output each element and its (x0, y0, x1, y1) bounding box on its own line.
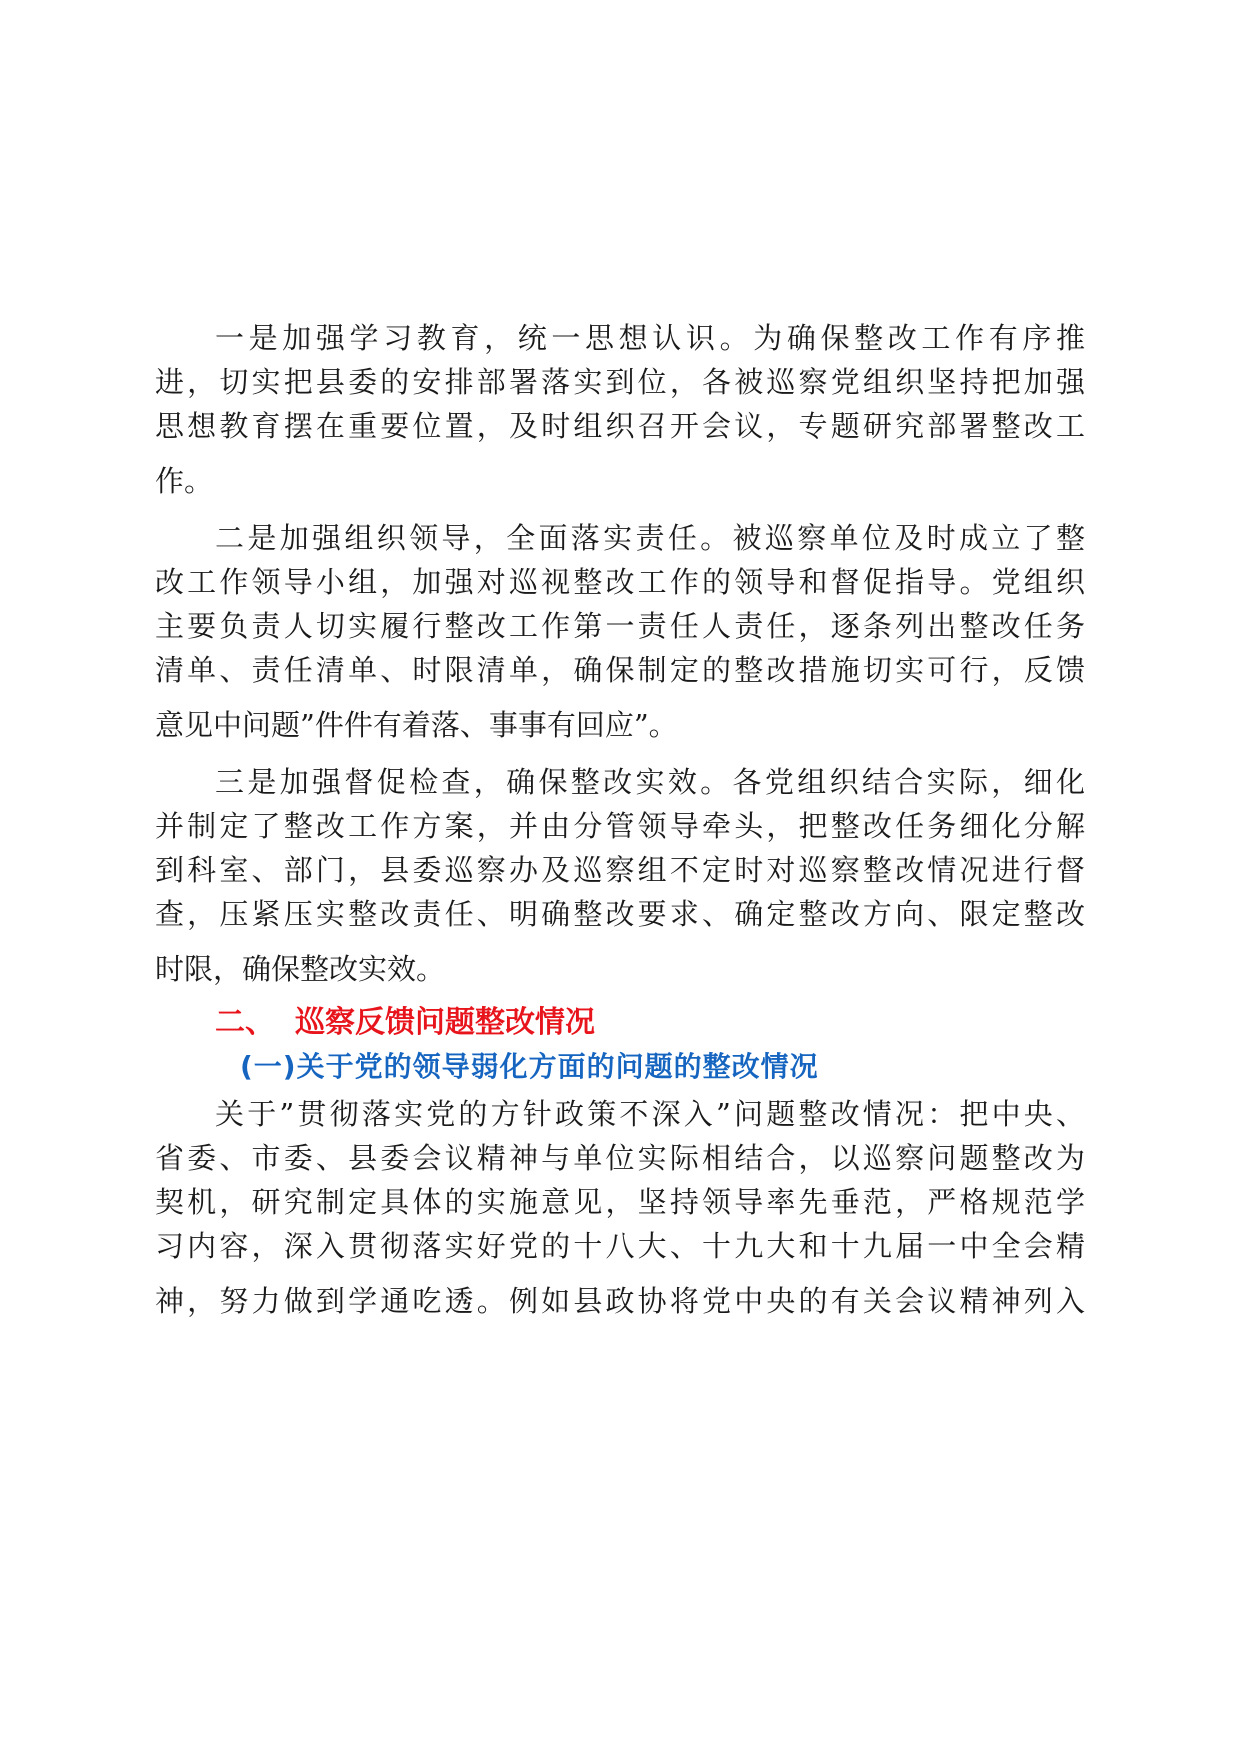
section-heading-number: 二、 (215, 1005, 275, 1040)
closing-paragraph-line-4: 习内容，深入贯彻落实好党的十八大、十九大和十九届一中全会精 (155, 1229, 1085, 1263)
paragraph-3-line-2: 并制定了整改工作方案，并由分管领导牵头，把整改任务细化分解 (155, 809, 1085, 843)
paragraph-2-line-3: 主要负责人切实履行整改工作第一责任人责任，逐条列出整改任务 (155, 609, 1085, 643)
paragraph-1-line-1: 一是加强学习教育，统一思想认识。为确保整改工作有序推 (215, 321, 1085, 355)
closing-paragraph-line-3: 契机，研究制定具体的实施意见，坚持领导率先垂范，严格规范学 (155, 1185, 1085, 1219)
paragraph-3-line-1: 三是加强督促检查，确保整改实效。各党组织结合实际，细化 (215, 765, 1085, 799)
paragraph-1-line-2: 进，切实把县委的安排部署落实到位，各被巡察党组织坚持把加强 (155, 365, 1085, 399)
paragraph-3-line-4: 查，压紧压实整改责任、明确整改要求、确定整改方向、限定整改 (155, 897, 1085, 931)
paragraph-2-line-5: 意见中问题”件件有着落、事事有回应”。 (155, 708, 678, 742)
closing-paragraph-line-5: 神，努力做到学通吃透。例如县政协将党中央的有关会议精神列入 (155, 1284, 1085, 1318)
paragraph-2-line-2: 改工作领导小组，加强对巡视整改工作的领导和督促指导。党组织 (155, 565, 1085, 599)
closing-paragraph-line-2: 省委、市委、县委会议精神与单位实际相结合，以巡察问题整改为 (155, 1141, 1085, 1175)
closing-paragraph-line-1: 关于”贯彻落实党的方针政策不深入”问题整改情况：把中央、 (215, 1097, 1085, 1131)
section-heading-title: 巡察反馈问题整改情况 (295, 1005, 595, 1040)
paragraph-1-line-4: 作。 (155, 464, 214, 498)
paragraph-2-line-1: 二是加强组织领导，全面落实责任。被巡察单位及时成立了整 (215, 521, 1085, 555)
paragraph-1-line-3: 思想教育摆在重要位置，及时组织召开会议，专题研究部署整改工 (155, 409, 1085, 443)
section-heading (215, 1003, 595, 1043)
paragraph-3-line-5: 时限，确保整改实效。 (155, 952, 446, 986)
subsection-heading: (一)关于党的领导弱化方面的问题的整改情况 (240, 1050, 819, 1083)
paragraph-2-line-4: 清单、责任清单、时限清单，确保制定的整改措施切实可行，反馈 (155, 653, 1085, 687)
paragraph-3-line-3: 到科室、部门，县委巡察办及巡察组不定时对巡察整改情况进行督 (155, 853, 1085, 887)
